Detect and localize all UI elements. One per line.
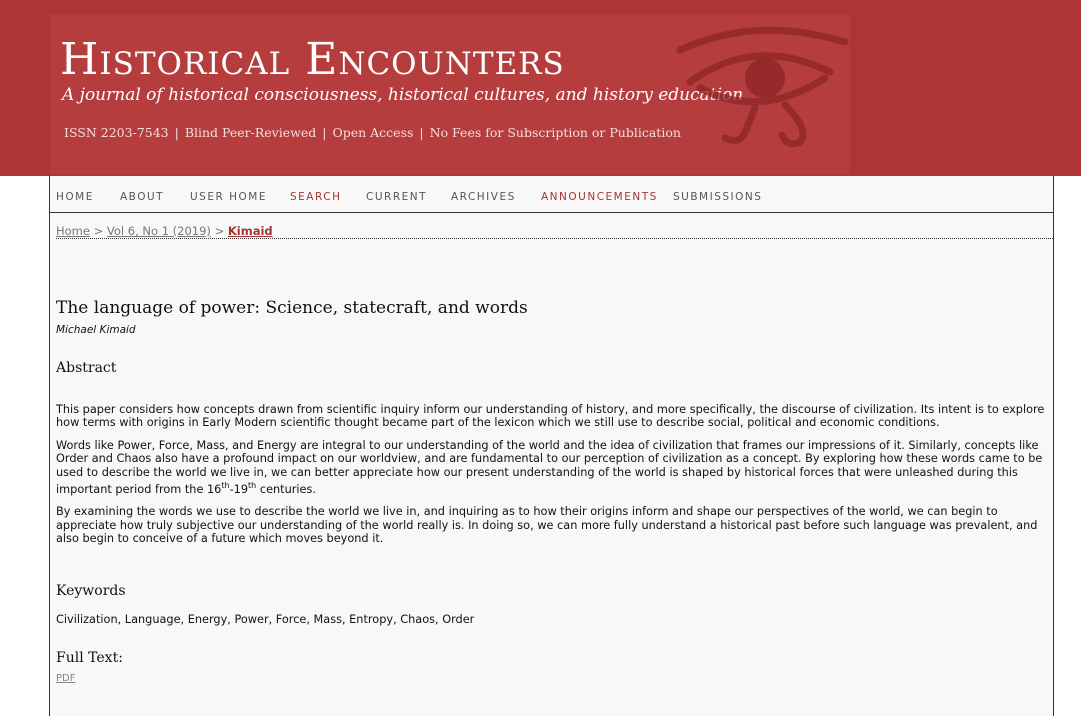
meta-separator: | [174,125,179,140]
breadcrumb-separator: > [214,224,225,238]
nav-archives[interactable]: ARCHIVES [451,191,516,203]
meta-separator: | [322,125,327,140]
journal-banner [0,0,1081,176]
article-content [56,298,1050,685]
open-access-label: Open Access [332,125,414,140]
abstract-heading: Abstract [56,360,117,376]
full-text-heading: Full Text: [56,650,123,667]
journal-subtitle: A journal of historical consciousness, historical cultures, and history education [62,85,744,105]
breadcrumb-current[interactable]: Kimaid [227,224,273,238]
nav-home[interactable]: HOME [56,191,94,203]
nav-search[interactable]: SEARCH [290,191,342,203]
nav-current[interactable]: CURRENT [366,191,428,203]
abstract-paragraph-1: This paper considers how concepts drawn from scientific inquiry inform our understanding of history, and more specifically, the discourse of civilization. Its intent is to explore how terms with origins in Early Modern scientific thought became part of the lexicon which we still use to describe social, political and economic conditions. [56,403,1045,430]
breadcrumb [56,224,1053,239]
keywords-heading: Keywords [56,583,126,600]
article-title: The language of power: Science, statecraft, and words [56,298,528,318]
article-author: Michael Kimaid [56,324,136,336]
main-nav [50,176,1053,213]
eye-of-horus-icon [660,20,850,150]
no-fees-label: No Fees for Subscription or Publication [429,125,681,140]
breadcrumb-home-link[interactable]: Home [56,224,90,238]
breadcrumb-separator: > [93,224,104,238]
page-frame [49,176,1054,716]
nav-submissions[interactable]: SUBMISSIONS [673,191,763,203]
pdf-link[interactable]: PDF [56,673,76,685]
nav-announcements[interactable]: ANNOUNCEMENTS [541,191,658,203]
peer-review-label: Blind Peer-Reviewed [184,125,317,140]
keywords-list: Civilization, Language, Energy, Power, Force, Mass, Entropy, Chaos, Order [56,613,475,627]
nav-user-home[interactable]: USER HOME [190,191,267,203]
journal-title: Historical Encounters [60,34,565,85]
issn-label: ISSN 2203-7543 [64,125,169,140]
meta-separator: | [419,125,424,140]
journal-meta [64,125,681,140]
abstract-paragraph-2: Words like Power, Force, Mass, and Energy are integral to our understanding of the world and the idea of civilization that frames our impressions of it. Similarly, concepts like Order and Chaos also have a profound impact on our worldview, and are fundamental to our perception of civilization as a concept. By exploring how these words came to be used to describe the world we live in, we can better appreciate how our present understanding of the world is shaped by historical forces that were unleashed during this important period from the 16th-19th centuries. [56,438,1043,496]
nav-about[interactable]: ABOUT [120,191,165,203]
breadcrumb-issue-link[interactable]: Vol 6, No 1 (2019) [106,224,211,238]
abstract-paragraph-3: By examining the words we use to describe the world we live in, and inquiring as to how their origins inform and shape our perspectives of the world, we can begin to appreciate how truly subjective our understanding of the world really is. In doing so, we can more fully understand a historical past before such language was prevalent, and also begin to conceive of a future which moves beyond it. [56,505,1038,546]
